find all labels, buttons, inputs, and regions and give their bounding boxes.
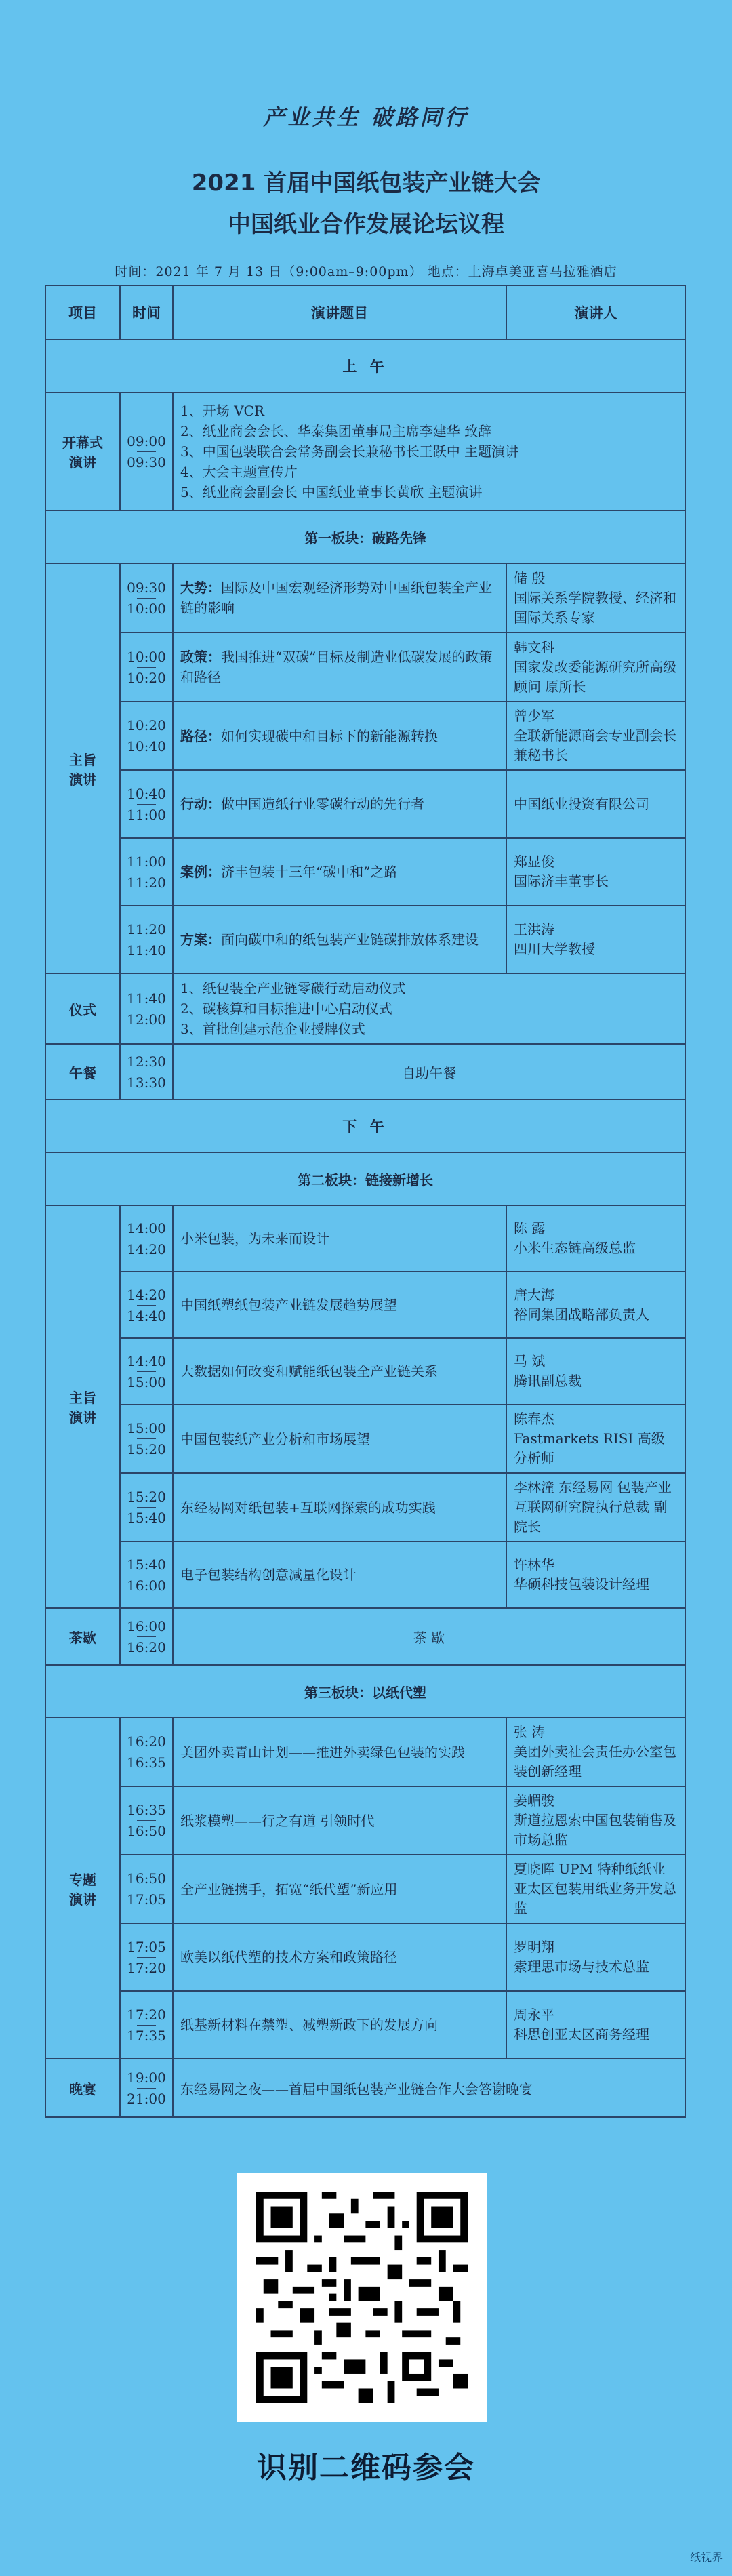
topic-cell: 欧美以纸代塑的技术方案和政策路径 (173, 1923, 506, 1991)
speaker-cell: 李林潼 东经易网 包装产业互联网研究院执行总裁 副院长 (506, 1473, 685, 1542)
time-start: 11:00 (127, 853, 166, 870)
ceremony-program (173, 973, 685, 1044)
time-start: 14:20 (127, 1286, 166, 1303)
speaker-cell: 曾少军 全联新能源商会专业副会长兼秘书长 (506, 702, 685, 770)
time-end: 16:50 (127, 1823, 166, 1839)
topic-cell: 全产业链携手，拓宽“纸代塑”新应用 (173, 1855, 506, 1923)
time-start: 16:35 (127, 1802, 166, 1818)
time-start: 10:20 (127, 717, 166, 733)
table-row (45, 1991, 685, 2059)
list-item: 1、开场 VCR (180, 403, 264, 419)
time-end: 13:30 (127, 1074, 166, 1091)
topic-cell (173, 770, 506, 838)
table-row (45, 1542, 685, 1608)
time-start: 11:20 (127, 921, 166, 938)
list-item: 5、纸业商会副会长 中国纸业董事长黄欣 主题演讲 (180, 484, 483, 500)
time-end: 11:20 (127, 874, 166, 891)
topic-label: 行动： (180, 796, 221, 812)
time-start: 16:00 (127, 1617, 166, 1634)
table-row (45, 632, 685, 702)
time-start: 15:40 (127, 1556, 166, 1573)
event-subtitle: 中国纸业合作发展论坛议程 (228, 211, 504, 238)
time-end: 11:00 (127, 806, 166, 823)
time-start: 15:20 (127, 1489, 166, 1505)
speaker-cell: 王洪涛 四川大学教授 (506, 906, 685, 973)
agenda-table (45, 285, 686, 2118)
table-row (45, 770, 685, 838)
table-row (45, 973, 685, 1044)
list-item: 2、纸业商会会长、华泰集团董事局主席李建华 致辞 (180, 423, 492, 439)
header-speaker: 演讲人 (506, 285, 685, 340)
time-start: 09:00 (127, 432, 166, 449)
speaker-cell: 唐大海 裕同集团战略部负责人 (506, 1272, 685, 1338)
table-row (45, 1473, 685, 1542)
topic-cell (173, 632, 506, 702)
time-end: 15:40 (127, 1510, 166, 1526)
time-location: 时间：2021 年 7 月 13 日（9:00am–9:00pm） 地点：上海卓美亚喜马拉雅酒店 (115, 264, 617, 279)
topic-cell (173, 906, 506, 973)
topic-text: 如何实现碳中和目标下的新能源转换 (221, 727, 438, 744)
lunch-text: 自助午餐 (173, 1044, 685, 1100)
event-title: 2021 首届中国纸包装产业链大会 (191, 169, 541, 197)
topic-cell: 小米包装，为未来而设计 (173, 1205, 506, 1272)
time-end: 16:35 (127, 1754, 166, 1771)
time-start: 16:20 (127, 1733, 166, 1750)
time-start: 11:40 (127, 990, 166, 1007)
speaker-cell: 郑显俊 国际济丰董事长 (506, 838, 685, 906)
topic-cell: 东经易网对纸包装+互联网探索的成功实践 (173, 1473, 506, 1542)
list-item: 3、中国包装联合会常务副会长兼秘书长王跃中 主题演讲 (180, 443, 519, 460)
table-row (45, 1405, 685, 1473)
time-start: 12:30 (127, 1053, 166, 1070)
table-row (45, 1718, 685, 1786)
topic-label: 路径： (180, 727, 221, 744)
topic-label: 案例： (180, 864, 221, 880)
time-cell (120, 393, 173, 510)
opening-item: 开幕式 演讲 (45, 393, 120, 510)
time-start: 09:30 (127, 579, 166, 596)
time-start: 14:40 (127, 1352, 166, 1369)
table-row (45, 1044, 685, 1100)
qr-code-icon (256, 2192, 468, 2403)
time-end: 17:20 (127, 1959, 166, 1976)
morning-label: 上 午 (45, 340, 685, 393)
topic-cell (173, 702, 506, 770)
table-row (45, 2059, 685, 2117)
block3-title: 第三板块：以纸代塑 (45, 1665, 685, 1718)
special-item: 专题 演讲 (45, 1718, 120, 2059)
list-item: 1、纸包装全产业链零碳行动启动仪式 (180, 980, 406, 997)
banquet-item: 晚宴 (45, 2059, 120, 2117)
qr-code[interactable] (237, 2173, 487, 2422)
topic-cell: 电子包装结构创意减量化设计 (173, 1542, 506, 1608)
topic-cell (173, 563, 506, 632)
time-start: 15:00 (127, 1420, 166, 1436)
time-start: 17:05 (127, 1938, 166, 1955)
topic-cell: 大数据如何改变和赋能纸包装全产业链关系 (173, 1338, 506, 1405)
table-row (45, 906, 685, 973)
time-start: 16:50 (127, 1870, 166, 1887)
header-topic: 演讲题目 (173, 285, 506, 340)
table-row (45, 563, 685, 632)
header-time: 时间 (120, 285, 173, 340)
time-start: 19:00 (127, 2069, 166, 2086)
time-start: 17:20 (127, 2006, 166, 2023)
topic-text: 国际及中国宏观经济形势对中国纸包装全产业链的影响 (180, 580, 492, 616)
lunch-item: 午餐 (45, 1044, 120, 1100)
table-header-row (45, 285, 685, 340)
afternoon-label: 下 午 (45, 1100, 685, 1152)
time-end: 15:00 (127, 1373, 166, 1390)
speaker-cell: 中国纸业投资有限公司 (506, 770, 685, 838)
time-end: 16:20 (127, 1638, 166, 1655)
time-start: 10:40 (127, 785, 166, 802)
table-row (45, 1205, 685, 1272)
header-item: 项目 (45, 285, 120, 340)
speaker-cell: 张 涛 美团外卖社会责任办公室包装创新经理 (506, 1718, 685, 1786)
time-end: 11:40 (127, 942, 166, 959)
block1-title: 第一板块：破路先锋 (45, 510, 685, 563)
speaker-cell: 马 斌 腾讯副总裁 (506, 1338, 685, 1405)
time-end: 14:40 (127, 1307, 166, 1324)
keynote-item-2: 主旨 演讲 (45, 1205, 120, 1608)
table-row (45, 1608, 685, 1665)
table-row (45, 393, 685, 510)
table-row (45, 1923, 685, 1991)
topic-text: 做中国造纸行业零碳行动的先行者 (221, 796, 424, 812)
register-cta: 识别二维码参会 (257, 2451, 475, 2485)
speaker-cell: 韩文科 国家发改委能源研究所高级顾问 原所长 (506, 632, 685, 702)
table-row (45, 838, 685, 906)
speaker-cell: 周永平 科思创亚太区商务经理 (506, 1991, 685, 2059)
table-row (45, 702, 685, 770)
time-end: 15:20 (127, 1441, 166, 1457)
topic-text: 济丰包装十三年“碳中和”之路 (221, 864, 398, 880)
speaker-cell: 储 殷 国际关系学院教授、经济和国际关系专家 (506, 563, 685, 632)
topic-cell: 中国包装纸产业分析和市场展望 (173, 1405, 506, 1473)
ceremony-item: 仪式 (45, 973, 120, 1044)
speaker-cell: 夏晓晖 UPM 特种纸纸业亚太区包装用纸业务开发总监 (506, 1855, 685, 1923)
time-end: 09:30 (127, 454, 166, 470)
header (0, 0, 732, 280)
speaker-cell: 陈 露 小米生态链高级总监 (506, 1205, 685, 1272)
topic-cell: 纸基新材料在禁塑、减塑新政下的发展方向 (173, 1991, 506, 2059)
time-end: 10:00 (127, 600, 166, 617)
slogan: 产业共生 破路同行 (263, 104, 469, 130)
time-end: 21:00 (127, 2090, 166, 2107)
topic-label: 大势： (180, 580, 221, 596)
time-start: 10:00 (127, 648, 166, 665)
time-end: 12:00 (127, 1011, 166, 1028)
list-item: 3、首批创建示范企业授牌仪式 (180, 1021, 365, 1037)
table-row (45, 1786, 685, 1855)
table-row (45, 1272, 685, 1338)
topic-text: 面向碳中和的纸包装产业链碳排放体系建设 (221, 931, 479, 948)
banquet-text: 东经易网之夜——首届中国纸包装产业链合作大会答谢晚宴 (173, 2059, 685, 2117)
topic-cell: 纸浆模塑——行之有道 引领时代 (173, 1786, 506, 1855)
topic-cell: 中国纸塑纸包装产业链发展趋势展望 (173, 1272, 506, 1338)
time-end: 10:20 (127, 669, 166, 686)
tea-item: 茶歇 (45, 1608, 120, 1665)
block2-title: 第二板块：链接新增长 (45, 1152, 685, 1205)
time-end: 17:05 (127, 1891, 166, 1908)
tea-text: 茶 歇 (173, 1608, 685, 1665)
watermark-logo: 纸视界 (689, 2551, 723, 2564)
time-end: 16:00 (127, 1577, 166, 1594)
topic-cell (173, 838, 506, 906)
topic-label: 政策： (180, 649, 221, 665)
topic-text: 我国推进“双碳”目标及制造业低碳发展的政策和路径 (180, 649, 493, 685)
table-row (45, 1338, 685, 1405)
speaker-cell: 罗明翔 索理思市场与技术总监 (506, 1923, 685, 1991)
speaker-cell: 许林华 华硕科技包装设计经理 (506, 1542, 685, 1608)
speaker-cell: 陈春杰 Fastmarkets RISI 高级分析师 (506, 1405, 685, 1473)
list-item: 4、大会主题宣传片 (180, 464, 298, 480)
time-start: 14:00 (127, 1220, 166, 1236)
speaker-cell: 姜嵋骏 斯道拉恩索中国包装销售及市场总监 (506, 1786, 685, 1855)
time-end: 17:35 (127, 2027, 166, 2044)
list-item: 2、碳核算和目标推进中心启动仪式 (180, 1001, 392, 1017)
opening-program (173, 393, 685, 510)
table-row (45, 1855, 685, 1923)
time-end: 14:20 (127, 1241, 166, 1257)
topic-label: 方案： (180, 931, 221, 948)
time-end: 10:40 (127, 738, 166, 754)
keynote-item: 主旨 演讲 (45, 563, 120, 973)
topic-cell: 美团外卖青山计划——推进外卖绿色包装的实践 (173, 1718, 506, 1786)
